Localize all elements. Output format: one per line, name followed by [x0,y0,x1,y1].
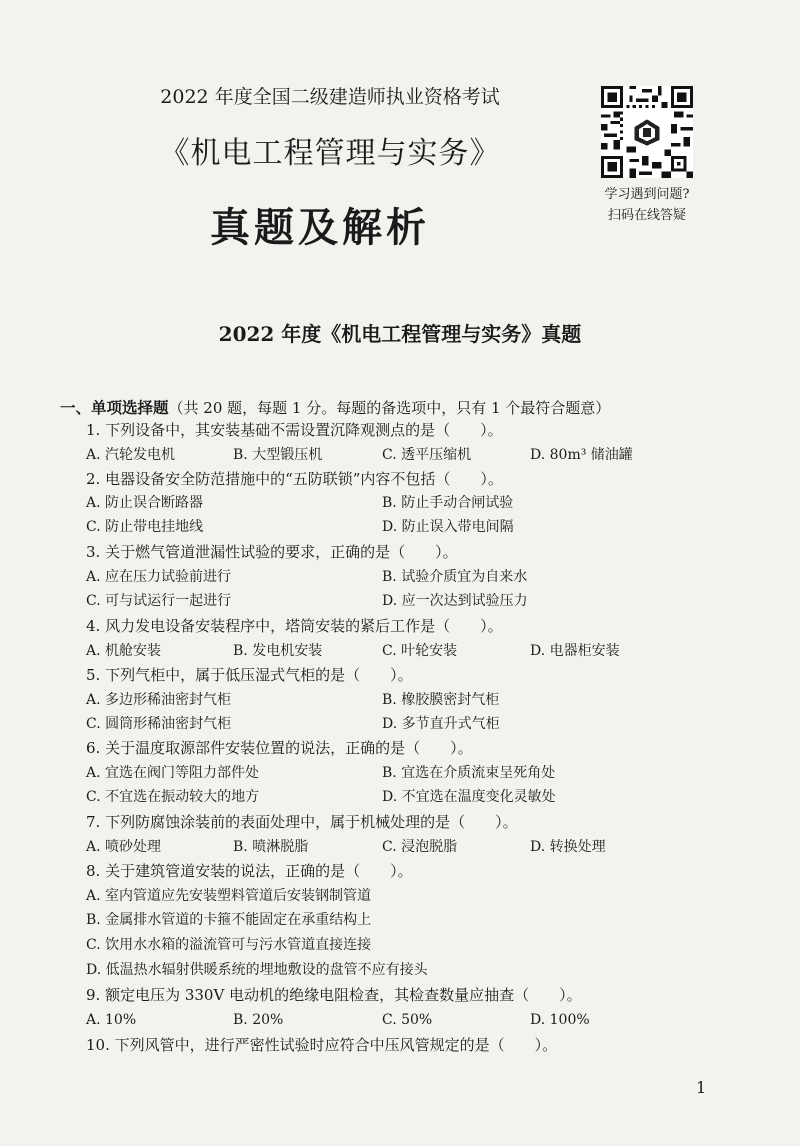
option-c: C. 圆筒形稀油密封气柜 [86,716,232,732]
question-stem: 3. 关于燃气管道泄漏性试验的要求，正确的是（ ）。 [86,543,458,561]
option-d: D. 80m³ 储油罐 [530,447,633,463]
option-b: B. 大型锻压机 [233,447,323,463]
option-c: C. 透平压缩机 [382,447,472,463]
question-stem: 8. 关于建筑管道安装的说法，正确的是（ ）。 [86,862,413,880]
option-a: A. 机舱安装 [86,643,162,659]
question-stem: 10. 下列风管中，进行严密性试验时应符合中压风管规定的是（ ）。 [86,1036,558,1054]
part-heading [60,396,610,418]
qr-caption-line2: 扫码在线答疑 [607,208,686,223]
option-c: C. 浸泡脱脂 [382,839,458,855]
question-stem: 6. 关于温度取源部件安装位置的说法，正确的是（ ）。 [86,739,473,757]
option-d: D. 电器柜安装 [530,643,620,659]
question-stem: 1. 下列设备中，其安装基础不需设置沉降观测点的是（ ）。 [86,421,503,439]
part-instructions: （共 20 题，每题 1 分。每题的备选项中，只有 1 个最符合题意） [168,399,611,417]
exam-name: 2022 年度全国二级建造师执业资格考试 [160,86,500,108]
option-d: D. 多节直升式气柜 [382,716,500,732]
question-stem: 7. 下列防腐蚀涂装前的表面处理中，属于机械处理的是（ ）。 [86,813,518,831]
option-a: A. 多边形稀油密封气柜 [86,692,232,708]
option-b: B. 宜选在介质流束呈死角处 [382,765,556,781]
page-number: 1 [696,1078,707,1097]
qr-caption [580,184,714,226]
option-b: B. 发电机安装 [233,643,323,659]
option-d: D. 低温热水辐射供暖系统的埋地敷设的盘管不应有接头 [86,962,428,978]
section-heading: 2022 年度《机电工程管理与实务》真题 [218,322,582,346]
question-stem: 2. 电器设备安全防范措施中的“五防联锁”内容不包括（ ）。 [86,470,503,488]
option-a: A. 应在压力试验前进行 [86,569,232,585]
option-d: D. 不宜选在温度变化灵敏处 [382,789,556,805]
question-stem: 9. 额定电压为 330V 电动机的绝缘电阻检查，其检查数量应抽查（ ）。 [86,986,582,1004]
option-b: B. 防止手动合闸试验 [382,495,514,511]
option-b: B. 金属排水管道的卡箍不能固定在承重结构上 [86,912,372,928]
question-stem: 5. 下列气柜中，属于低压湿式气柜的是（ ）。 [86,666,413,684]
option-d: D. 应一次达到试验压力 [382,593,528,609]
qr-code-icon [601,86,693,178]
qr-caption-line1: 学习遇到问题? [604,187,690,202]
option-b: B. 20% [233,1012,284,1028]
option-c: C. 可与试运行一起进行 [86,593,232,609]
option-a: A. 宜选在阀门等阻力部件处 [86,765,260,781]
question-stem: 4. 风力发电设备安装程序中，塔筒安装的紧后工作是（ ）。 [86,617,503,635]
part-label: 一、单项选择题 [60,399,169,417]
option-c: C. 不宜选在振动较大的地方 [86,789,260,805]
option-d: D. 100% [530,1012,590,1028]
option-c: C. 50% [382,1012,433,1028]
main-title: 真题及解析 [210,205,430,251]
option-c: C. 防止带电挂地线 [86,519,204,535]
option-d: D. 防止误入带电间隔 [382,519,514,535]
option-a: A. 汽轮发电机 [86,447,176,463]
option-a: A. 喷砂处理 [86,839,162,855]
option-a: A. 室内管道应先安装塑料管道后安装钢制管道 [86,888,372,904]
option-a: A. 10% [86,1012,137,1028]
option-d: D. 转换处理 [530,839,606,855]
subject-title: 《机电工程管理与实务》 [159,136,501,171]
option-b: B. 试验介质宜为自来水 [382,569,528,585]
option-b: B. 橡胶膜密封气柜 [382,692,500,708]
option-c: C. 饮用水水箱的溢流管可与污水管道直接连接 [86,937,372,953]
option-a: A. 防止误合断路器 [86,495,204,511]
option-b: B. 喷淋脱脂 [233,839,309,855]
option-c: C. 叶轮安装 [382,643,458,659]
